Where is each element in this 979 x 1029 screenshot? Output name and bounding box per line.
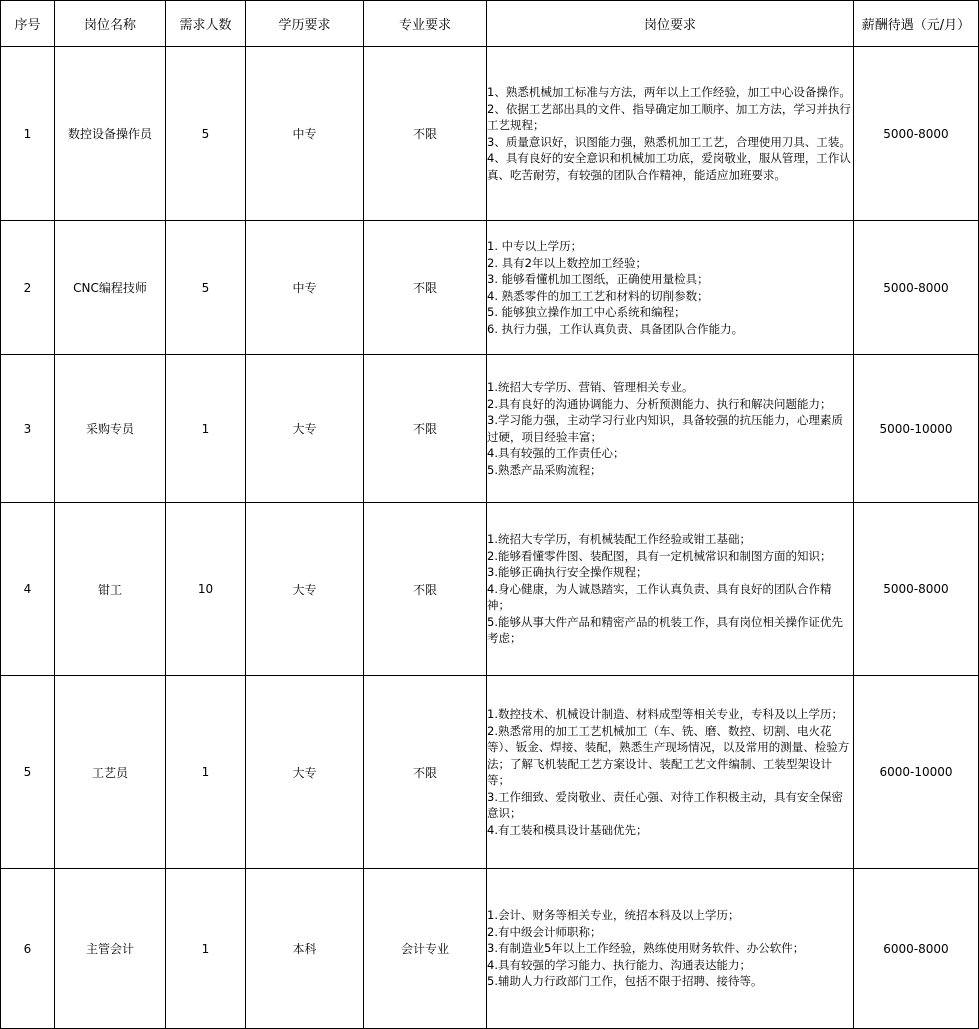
requirement-line: 3.工作细致、爱岗敬业、责任心强、对待工作积极主动，具有安全保密意识；: [487, 789, 843, 820]
cell-count: 10: [166, 503, 246, 676]
cell-education: 大专: [246, 676, 364, 869]
cell-count: 1: [166, 355, 246, 503]
cell-education: 中专: [246, 221, 364, 355]
header-no: 序号: [1, 1, 55, 47]
requirement-line: 1、熟悉机械加工标准与方法，两年以上工作经验，加工中心设备操作。: [487, 85, 851, 99]
header-count: 需求人数: [166, 1, 246, 47]
cell-requirements: [487, 503, 854, 676]
requirement-line: 2. 具有2年以上数控加工经验；: [487, 255, 647, 270]
requirement-line: 1.统招大专学历、营销、管理相关专业。: [487, 380, 694, 394]
requirement-line: 1.会计、财务等相关专业，统招本科及以上学历；: [487, 908, 740, 923]
cell-title: 采购专员: [55, 355, 166, 503]
table-row: [1, 47, 979, 221]
requirement-line: 4.具有较强的工作责任心；: [487, 446, 625, 460]
header-row: [1, 1, 979, 47]
requirement-line: 6. 执行力强，工作认真负责、具备团队合作能力。: [487, 321, 744, 336]
header-salary: 薪酬待遇（元/月）: [854, 1, 979, 47]
requirement-line: 1. 中专以上学历；: [487, 239, 583, 253]
requirement-line: 5.辅助人力行政部门工作，包括不限于招聘、接待等。: [487, 974, 763, 989]
cell-no: 2: [1, 221, 55, 355]
requirement-line: 2.熟悉常用的加工工艺机械加工（车、铣、磨、数控、切割、电火花等）、钣金、焊接、装配，熟悉生产现场情况，以及常用的测量、检验方法；了解飞机装配工艺方案设计、装配工艺文件编制、工装型架设计等；: [487, 723, 850, 787]
cell-requirements: [487, 355, 854, 503]
cell-no: 5: [1, 676, 55, 869]
header-requirements: 岗位要求: [487, 1, 854, 47]
cell-major: 会计专业: [364, 869, 487, 1029]
table-row: [1, 869, 979, 1029]
header-education: 学历要求: [246, 1, 364, 47]
requirement-line: 1.统招大专学历，有机械装配工作经验或钳工基础；: [487, 532, 751, 547]
cell-requirements: [487, 676, 854, 869]
cell-salary: 6000-8000: [854, 869, 979, 1029]
cell-major: 不限: [364, 676, 487, 869]
cell-major: 不限: [364, 47, 487, 221]
requirement-line: 4. 熟悉零件的加工工艺和材料的切削参数；: [487, 288, 709, 303]
cell-count: 5: [166, 221, 246, 355]
requirement-line: 1.数控技术、机械设计制造、材料成型等相关专业，专科及以上学历；: [487, 707, 843, 721]
header-title: 岗位名称: [55, 1, 166, 47]
cell-education: 本科: [246, 869, 364, 1029]
requirement-line: 4.身心健康，为人诚恳踏实，工作认真负责、具有良好的团队合作精神；: [487, 581, 832, 613]
cell-requirements: [487, 47, 854, 221]
requirement-line: 2.具有良好的沟通协调能力、分析预测能力、执行和解决问题能力；: [487, 396, 832, 411]
cell-title: CNC编程技师: [55, 221, 166, 355]
requirement-line: 3、质量意识好，识图能力强，熟悉机加工工艺，合理使用刀具、工装。: [487, 134, 851, 149]
requirement-line: 5.能够从事大件产品和精密产品的机装工作，具有岗位相关操作证优先考虑；: [487, 614, 843, 646]
cell-no: 6: [1, 869, 55, 1029]
table-row: [1, 355, 979, 503]
cell-education: 大专: [246, 355, 364, 503]
cell-count: 1: [166, 869, 246, 1029]
requirement-line: 2.能够看懂零件图、装配图，具有一定机械常识和制图方面的知识；: [487, 548, 832, 563]
cell-requirements: [487, 869, 854, 1029]
cell-no: 1: [1, 47, 55, 221]
requirement-line: 3.学习能力强，主动学习行业内知识，具备较强的抗压能力，心理素质过硬，项目经验丰富；: [487, 413, 843, 444]
cell-title: 主管会计: [55, 869, 166, 1029]
cell-salary: 5000-8000: [854, 503, 979, 676]
requirement-line: 4.有工装和模具设计基础优先；: [487, 822, 648, 837]
requirement-line: 3.能够正确执行安全操作规程；: [487, 565, 648, 580]
cell-education: 大专: [246, 503, 364, 676]
cell-title: 工艺员: [55, 676, 166, 869]
cell-title: 钳工: [55, 503, 166, 676]
header-major: 专业要求: [364, 1, 487, 47]
requirement-line: 4、具有良好的安全意识和机械加工功底，爱岗敬业，服从管理，工作认真、吃苦耐劳，有较强的团队合作精神，能适应加班要求。: [487, 151, 851, 182]
table-row: [1, 503, 979, 676]
cell-title: 数控设备操作员: [55, 47, 166, 221]
cell-no: 3: [1, 355, 55, 503]
requirement-line: 3. 能够看懂机加工图纸，正确使用量检具；: [487, 272, 709, 286]
cell-salary: 5000-10000: [854, 355, 979, 503]
table-row: [1, 676, 979, 869]
cell-count: 5: [166, 47, 246, 221]
requirement-line: 3.有制造业5年以上工作经验，熟练使用财务软件、办公软件；: [487, 941, 805, 956]
cell-salary: 5000-8000: [854, 47, 979, 221]
cell-no: 4: [1, 503, 55, 676]
cell-salary: 5000-8000: [854, 221, 979, 355]
requirement-line: 5. 能够独立操作加工中心系统和编程；: [487, 305, 686, 319]
requirement-line: 4.具有较强的学习能力、执行能力、沟通表达能力；: [487, 957, 751, 972]
cell-requirements: [487, 221, 854, 355]
requirement-line: 2、依据工艺部出具的文件、指导确定加工顺序、加工方法，学习并执行工艺规程；: [487, 101, 851, 132]
requirement-line: 2.有中级会计师职称；: [487, 924, 602, 939]
requirement-line: 5.熟悉产品采购流程；: [487, 462, 602, 477]
cell-major: 不限: [364, 503, 487, 676]
table-row: [1, 221, 979, 355]
cell-education: 中专: [246, 47, 364, 221]
cell-count: 1: [166, 676, 246, 869]
cell-major: 不限: [364, 355, 487, 503]
cell-major: 不限: [364, 221, 487, 355]
cell-salary: 6000-10000: [854, 676, 979, 869]
